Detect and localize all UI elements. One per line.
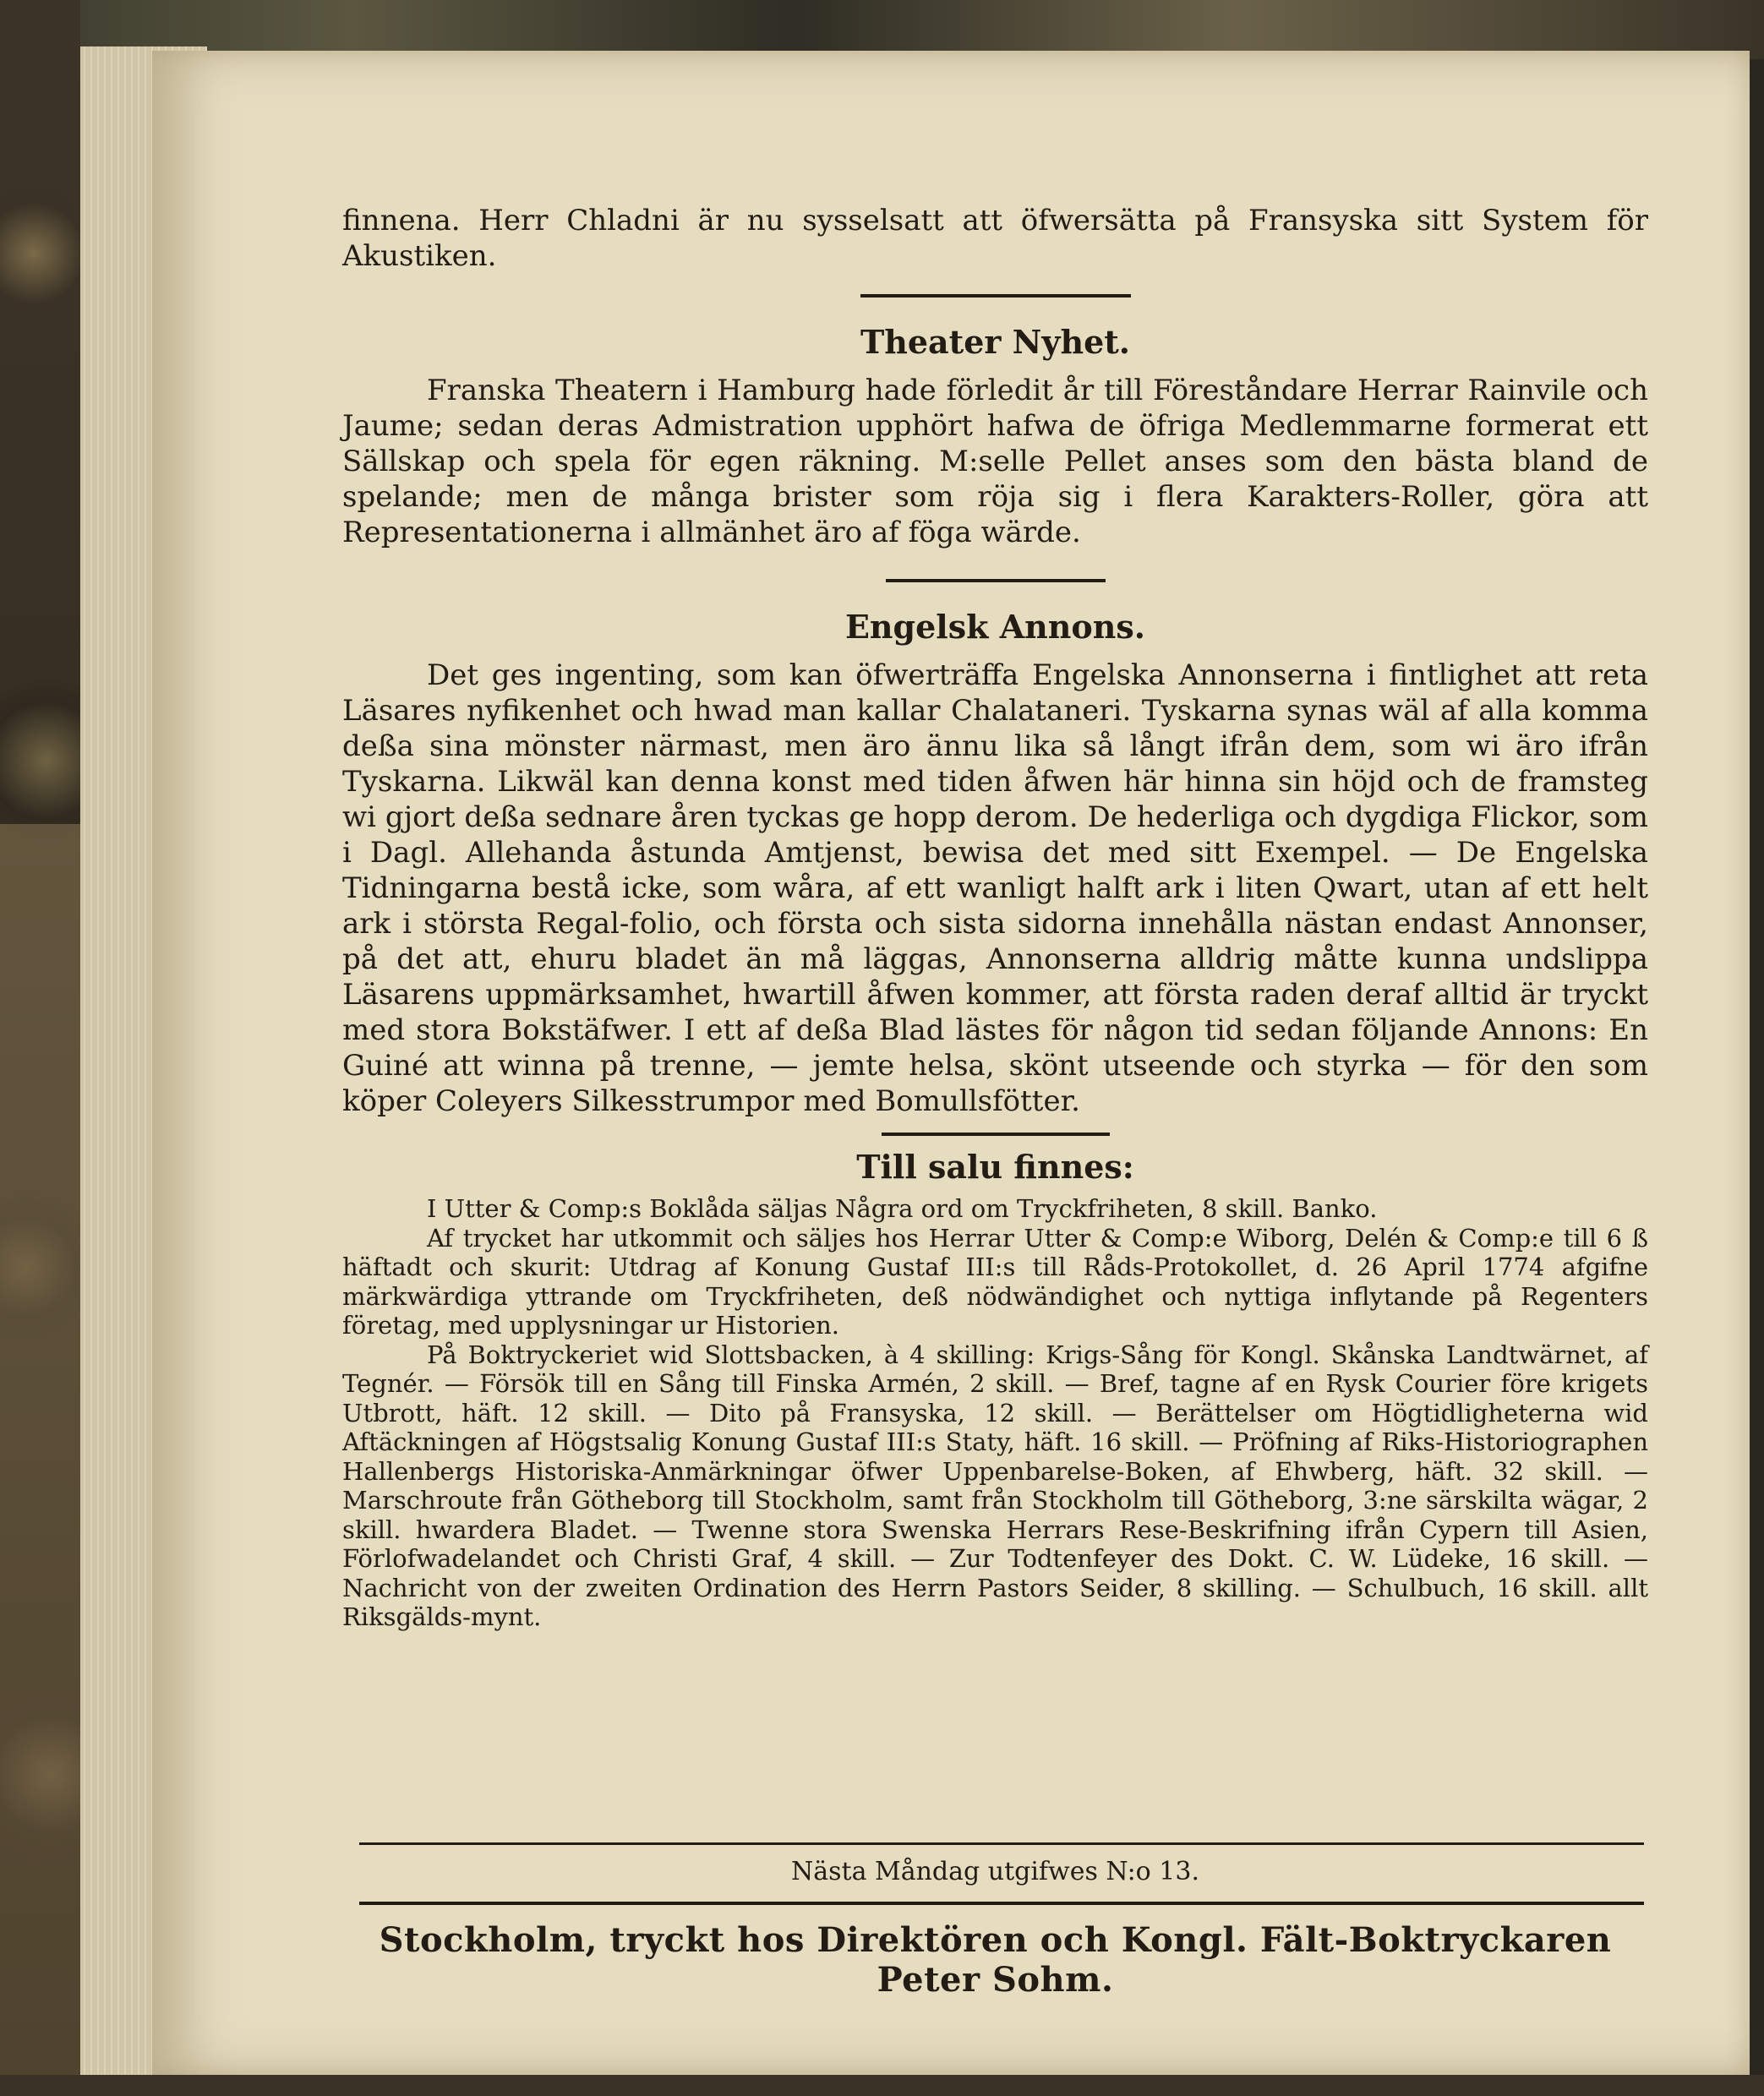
salu-item: På Boktryckeriet wid Slottsbacken, à 4 skilling: Krigs-Sång för Kongl. Skånska Landtwärnet, af Tegnér. — Försök till en Sång till Finska Armén, 2 skill. — Bref, tagne af en Rysk Courier före krigets Utbrott, häft. 12 skill. — Dito på Fransyska, 12 skill. — Berättelser om Högtidligheterna wid Aftäckningen af Högstsalig Konung Gustaf III:s Staty, häft. 16 skill. — Pröfning af Riks-Historiographen Hallenbergs Historiska-Anmärkningar öfwer Uppenbarelse-Boken, af Ehwberg, häft. 32 skill. — Marschroute från Götheborg till Stockholm, samt från Stockholm till Götheborg, 3:ne särskilta wägar, 2 skill. hwardera Bladet. — Twenne stora Swenska Herrars Rese-Beskrifning ifrån Cypern till Asien, Förlofwadelandet och Christi Graf, 4 skill. — Zur Todtenfeyer des Dokt. C. W. Lüdeke, 16 skill. — Nachricht von der zweiten Ordination des Herrn Pastors Seider, 8 skilling. — Schulbuch, 16 skill. allt Riksgälds-mynt.: [342, 1340, 1648, 1631]
salu-item: I Utter & Comp:s Boklåda säljas Några ord om Tryckfriheten, 8 skill. Banko.: [427, 1194, 1378, 1223]
salu-item: Af trycket har utkommit och säljes hos Herrar Utter & Comp:e Wiborg, Delén & Comp:e till 6 ß häftadt och skurit: Utdrag af Konung Gustaf III:s till Råds-Protokollet, d. 26 April 1774 afgifne märkwärdiga yttrande om Tryckfriheten, deß nödwändighet och nyttiga inflytande på Regenters företag, med upplysningar ur Historien.: [342, 1223, 1648, 1340]
section-heading-salu: Till salu finnes:: [856, 1148, 1134, 1186]
printer-imprint: Stockholm, tryckt hos Direktören och Kongl. Fält-Boktryckaren Peter Sohm.: [379, 1920, 1612, 2000]
main-text: [342, 203, 1648, 1632]
theater-paragraph: Franska Theatern i Hamburg hade förledit år till Föreståndare Herrar Rainvile och Jaume; sedan deras Admistration upphört hafwa de öfriga Medlemmarne formerat ett Sällskap och spela för egen räkning. M:selle Pellet anses som den bästa bland de spelande; men de många brister som röja sig i flera Karakters-Roller, göra att Representationerna i allmänhet äro af föga wärde.: [342, 374, 1648, 549]
section-divider: [882, 1133, 1110, 1136]
paragraph-continuation: finnena. Herr Chladni är nu sysselsatt att öfwersätta på Fransyska sitt System för Akustiken.: [342, 204, 1648, 273]
annons-paragraph: Det ges ingenting, som kan öfwerträffa Engelska Annonserna i fintlighet att reta Läsares nyfikenhet och hwad man kallar Chalataneri. Tyskarna synas wäl af alla komma deßa sina mönster närmast, men äro ännu lika så långt ifrån dem, som wi äro ifrån Tyskarna. Likwäl kan denna konst med tiden åfwen här hinna sin höjd och de framsteg wi gjort deßa sednare åren tyckas ge hopp derom. De hederliga och dygdiga Flickor, som i Dagl. Allehanda åstunda Amtjenst, bewisa det med sitt Exempel. — De Engelska Tidningarna bestå icke, som wåra, af ett wanligt halft ark i liten Qwart, utan af ett helt ark i största Regal-folio, och första och sista sidorna innehålla nästan endast Annonser, på det att, ehuru bladet än må läggas, Annonserna alldrig måtte kunna undslippa Läsarens uppmärksamhet, hwartill åfwen kommer, att första raden deraf alltid är tryckt med stora Bokstäfwer. I ett af deßa Blad lästes för någon tid sedan följande Annons: En Guiné att winna på trenne, — jemte helsa, skönt utseende och styrka — för den som köper Coleyers Silkesstrumpor med Bomullsfötter.: [342, 658, 1648, 1118]
section-heading-theater: Theater Nyhet.: [860, 323, 1131, 361]
section-divider: [886, 579, 1106, 582]
book-cover-bottom: [0, 2075, 1764, 2096]
next-issue-notice: Nästa Måndag utgifwes N:o 13.: [790, 1857, 1199, 1886]
section-heading-annons: Engelsk Annons.: [844, 608, 1146, 646]
book-cover-left-lower: [0, 824, 80, 2096]
footer-rule-top: [359, 1842, 1644, 1845]
section-divider: [860, 294, 1131, 297]
footer-rule-bottom: [359, 1902, 1644, 1905]
